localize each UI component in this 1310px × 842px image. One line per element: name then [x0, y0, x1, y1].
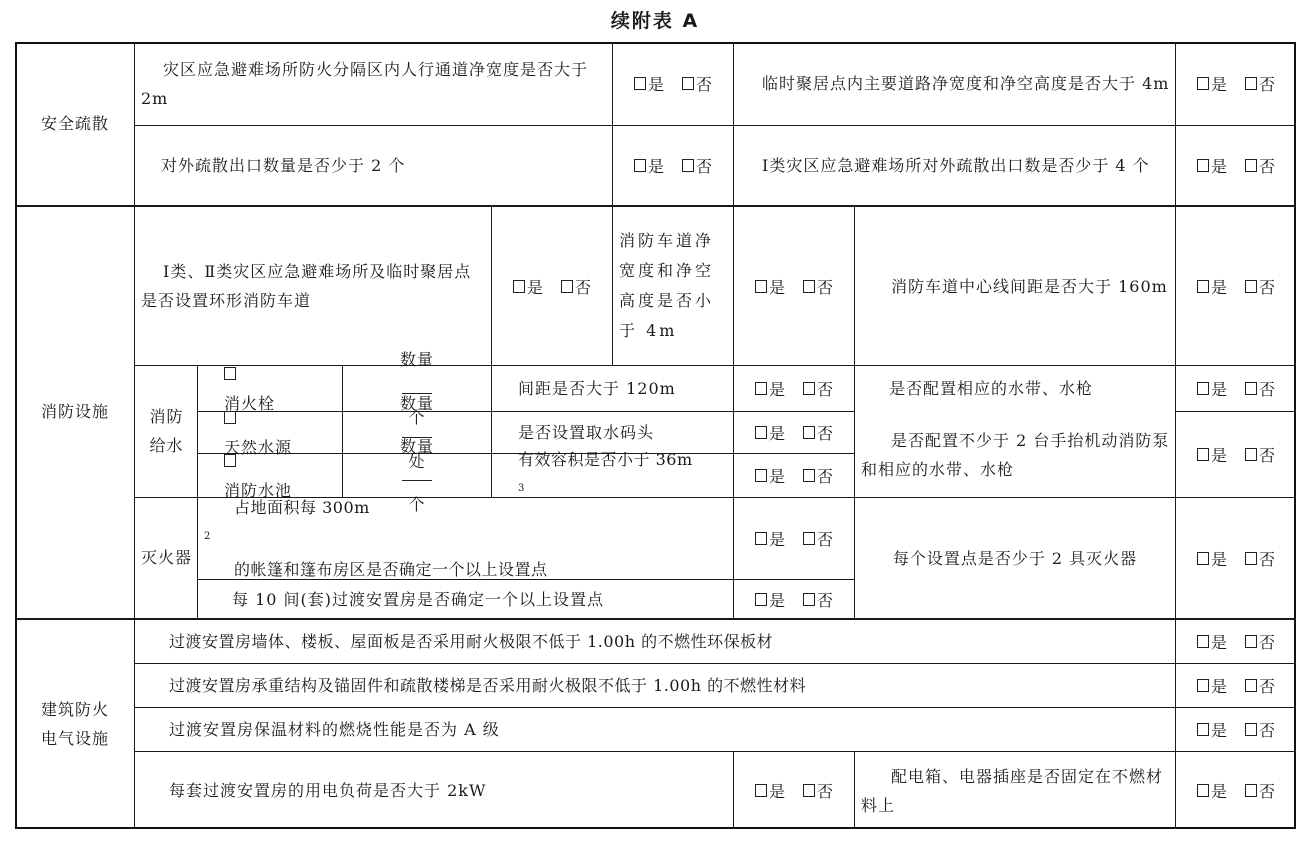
no-checkbox[interactable]: 否 [1245, 72, 1275, 95]
yes-checkbox[interactable]: 是 [1197, 275, 1227, 298]
hose-yn[interactable] [1176, 366, 1296, 411]
fire-pool-quantity: 数量 个 [399, 437, 434, 514]
section-fire-water: 消防给水 [149, 407, 184, 455]
extinguisher-question-1: 占地面积每 300m $^2$ 的帐篷和篷布房区是否确定一个以上设置点 [204, 498, 548, 579]
yes-checkbox[interactable]: 是 [1197, 718, 1227, 741]
yes-checkbox[interactable]: 是 [755, 779, 785, 802]
evac-yn-2[interactable] [1176, 42, 1296, 125]
hydrant-question: 间距是否大于 120m [518, 379, 676, 398]
yes-checkbox[interactable]: 是 [1197, 674, 1227, 697]
extinguisher-question-2: 每 10 间(套)过渡安置房是否确定一个以上设置点 [232, 589, 605, 609]
yes-checkbox[interactable]: 是 [1197, 547, 1227, 570]
building-yn-2[interactable] [1176, 664, 1296, 707]
section-fire: 消防设施 [40, 402, 109, 421]
section-extinguisher: 灭火器 [140, 548, 192, 567]
natural-water-yn[interactable] [734, 412, 854, 453]
no-checkbox[interactable]: 否 [682, 72, 712, 95]
yes-checkbox[interactable]: 是 [634, 154, 664, 177]
building-yn-1[interactable] [1176, 620, 1296, 663]
no-checkbox[interactable]: 否 [1245, 275, 1275, 298]
fire-pool-yn[interactable] [734, 454, 854, 497]
no-checkbox[interactable]: 否 [803, 588, 833, 611]
section-evacuation: 安全疏散 [40, 114, 109, 133]
building-question-3: 过渡安置房保温材料的燃烧性能是否为 A 级 [169, 720, 500, 739]
fire-question-3: 消防车道中心线间距是否大于 160m [891, 276, 1168, 296]
no-checkbox[interactable]: 否 [1245, 377, 1275, 400]
evac-yn-1[interactable] [613, 42, 733, 125]
no-checkbox[interactable]: 否 [1245, 547, 1275, 570]
hydrant-quantity: 数量 个 [399, 350, 434, 427]
fire-question-2: 消防车道净宽度和净空高度是否小于 4m [619, 231, 715, 340]
yes-checkbox[interactable]: 是 [755, 527, 785, 550]
yes-checkbox[interactable]: 是 [755, 377, 785, 400]
no-checkbox[interactable]: 否 [1245, 443, 1275, 466]
yes-checkbox[interactable]: 是 [1197, 154, 1227, 177]
building-question-1: 过渡安置房墙体、楼板、屋面板是否采用耐火极限不低于 1.00h 的不燃性环保板材 [169, 632, 774, 651]
building-question-2: 过渡安置房承重结构及锚固件和疏散楼梯是否采用耐火极限不低于 1.00h 的不燃性材料 [169, 676, 807, 695]
no-checkbox[interactable]: 否 [803, 779, 833, 802]
evac-question-4: Ⅰ类灾区应急避难场所对外疏散出口数是否少于 4 个 [762, 156, 1150, 175]
building-question-5: 配电箱、电器插座是否固定在不燃材料上 [861, 766, 1164, 815]
no-checkbox[interactable]: 否 [803, 421, 833, 444]
no-checkbox[interactable]: 否 [1245, 674, 1275, 697]
natural-water-option[interactable]: 天然水源 [198, 412, 342, 453]
fire-pool-question: 有效容积是否小于 36m $^3$ [518, 449, 693, 494]
yes-checkbox[interactable]: 是 [1197, 72, 1227, 95]
building-question-4: 每套过渡安置房的用电负荷是否大于 2kW [169, 781, 487, 800]
yes-checkbox[interactable]: 是 [1197, 377, 1227, 400]
evac-question-1: 灾区应急避难场所防火分隔区内人行通道净宽度是否大于 2m [141, 59, 589, 108]
building-yn-4[interactable] [734, 752, 854, 829]
no-checkbox[interactable]: 否 [803, 464, 833, 487]
no-checkbox[interactable]: 否 [803, 527, 833, 550]
natural-water-question: 是否设置取水码头 [518, 423, 655, 442]
fire-pool-option[interactable]: 消防水池 [198, 454, 342, 497]
pump-question: 是否配置不少于 2 台手抬机动消防泵和相应的水带、水枪 [861, 430, 1170, 479]
yes-checkbox[interactable]: 是 [513, 275, 543, 298]
extinguisher-yn-1[interactable] [734, 498, 854, 579]
yes-checkbox[interactable]: 是 [1197, 779, 1227, 802]
fire-yn-1[interactable] [492, 207, 612, 365]
no-checkbox[interactable]: 否 [682, 154, 712, 177]
extinguisher-yn-3[interactable] [1176, 498, 1296, 618]
section-building: 建筑防火电气设施 [40, 699, 109, 748]
pump-yn[interactable] [1176, 412, 1296, 497]
no-checkbox[interactable]: 否 [1245, 779, 1275, 802]
no-checkbox[interactable]: 否 [803, 377, 833, 400]
fire-question-1: Ⅰ类、Ⅱ类灾区应急避难场所及临时聚居点是否设置环形消防车道 [141, 262, 472, 310]
yes-checkbox[interactable]: 是 [755, 421, 785, 444]
building-yn-5[interactable] [1176, 752, 1296, 829]
page-title: 续附表 A [610, 10, 700, 32]
evac-yn-3[interactable] [613, 126, 733, 205]
hydrant-option[interactable]: 消火栓 [198, 366, 342, 411]
extinguisher-question-3: 每个设置点是否少于 2 具灭火器 [892, 548, 1138, 568]
yes-checkbox[interactable]: 是 [1197, 443, 1227, 466]
evac-yn-4[interactable] [1176, 126, 1296, 205]
no-checkbox[interactable]: 否 [1245, 154, 1275, 177]
hose-question: 是否配置相应的水带、水枪 [889, 379, 1094, 398]
evac-question-2: 临时聚居点内主要道路净宽度和净空高度是否大于 4m [762, 74, 1170, 93]
hydrant-yn[interactable] [734, 366, 854, 411]
yes-checkbox[interactable]: 是 [1197, 630, 1227, 653]
no-checkbox[interactable]: 否 [1245, 630, 1275, 653]
no-checkbox[interactable]: 否 [1245, 718, 1275, 741]
no-checkbox[interactable]: 否 [561, 275, 591, 298]
yes-checkbox[interactable]: 是 [755, 588, 785, 611]
no-checkbox[interactable]: 否 [803, 275, 833, 298]
fire-yn-3[interactable] [1176, 207, 1296, 365]
evac-question-3: 对外疏散出口数量是否少于 2 个 [161, 156, 406, 175]
extinguisher-yn-2[interactable] [734, 580, 854, 618]
yes-checkbox[interactable]: 是 [755, 275, 785, 298]
natural-water-quantity: 数量 处 [399, 394, 434, 471]
building-yn-3[interactable] [1176, 708, 1296, 751]
fire-yn-2[interactable] [734, 207, 854, 365]
yes-checkbox[interactable]: 是 [634, 72, 664, 95]
yes-checkbox[interactable]: 是 [755, 464, 785, 487]
